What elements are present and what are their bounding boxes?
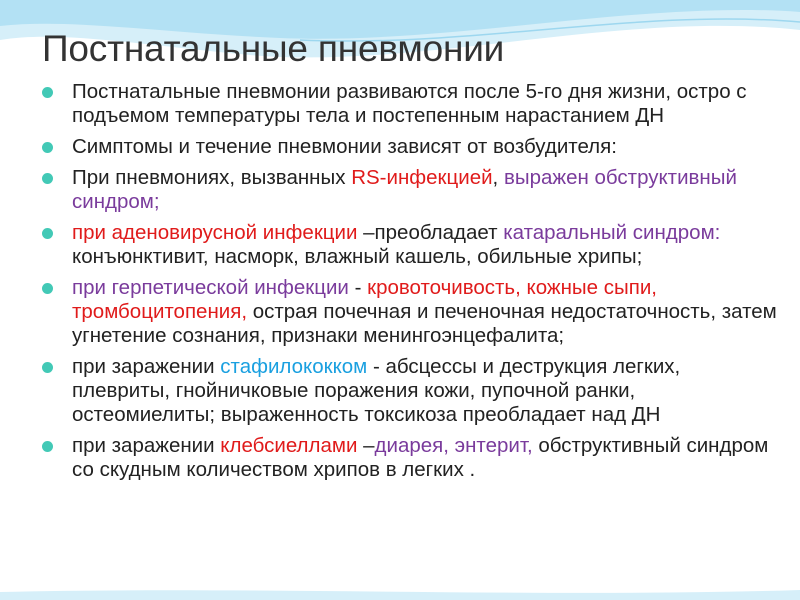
- bullet-text: Постнатальные пневмонии развиваются после 5-го дня жизни, остро с подъемом температуры тела и постепенным нарастанием ДН: [72, 80, 747, 127]
- bullet-dot-icon: [42, 228, 53, 239]
- bullet-dot-icon: [42, 173, 53, 184]
- bullet-text: конъюнктивит, насморк, влажный кашель, обильные хрипы;: [72, 245, 643, 268]
- bullet-dot-icon: [42, 87, 53, 98]
- bullet-item: [40, 221, 780, 269]
- bullet-text: при заражении: [72, 434, 221, 457]
- bullet-text: обструктивный синдром со скудным количеством хрипов в легких .: [72, 434, 769, 481]
- bullet-text: кровоточивость, кожные сыпи, тромбоцитопения,: [72, 276, 657, 323]
- bullet-item: [40, 166, 780, 214]
- bullet-text: -: [354, 276, 368, 299]
- bullet-text: При пневмониях, вызванных: [72, 166, 352, 189]
- bullet-text: - абсцессы и деструкция легких, плевриты, гнойничковые поражения кожи, пупочной ранки, остеомиелиты; выраженность токсикоза преобладает над ДН: [72, 355, 681, 426]
- bullet-text: RS-инфекцией: [351, 166, 493, 189]
- slide-title: Постнатальные пневмонии: [42, 28, 505, 69]
- bullet-dot-icon: [42, 142, 53, 153]
- bullet-text: при заражении: [72, 355, 221, 378]
- bullet-text: –преобладает: [363, 221, 504, 244]
- bullet-dot-icon: [42, 362, 53, 373]
- bullet-text: диарея, энтерит,: [374, 434, 539, 457]
- bullet-text: Симптомы и течение пневмонии зависят от возбудителя:: [72, 135, 617, 158]
- bullet-item: [40, 135, 780, 159]
- bullet-text: при аденовирусной инфекции: [72, 221, 364, 244]
- bullet-text: при герпетической инфекции: [72, 276, 355, 299]
- bottom-wave: [0, 590, 800, 600]
- bullet-item: [40, 355, 780, 427]
- bullet-dot-icon: [42, 283, 53, 294]
- bullet-dot-icon: [42, 441, 53, 452]
- bullet-item: [40, 80, 780, 128]
- bullet-text: катаральный синдром:: [503, 221, 721, 244]
- bullet-list: [40, 80, 780, 489]
- bullet-text: клебсиеллами: [220, 434, 364, 457]
- bullet-text: –: [363, 434, 375, 457]
- bullet-item: [40, 276, 780, 348]
- bullet-text: стафилококком: [220, 355, 373, 378]
- bullet-item: [40, 434, 780, 482]
- bullet-text: выражен обструктивный синдром;: [72, 166, 737, 213]
- bullet-text: острая почечная и печеночная недостаточность, затем угнетение сознания, признаки менингоэнцефалита;: [72, 300, 777, 347]
- bullet-text: ,: [492, 166, 504, 189]
